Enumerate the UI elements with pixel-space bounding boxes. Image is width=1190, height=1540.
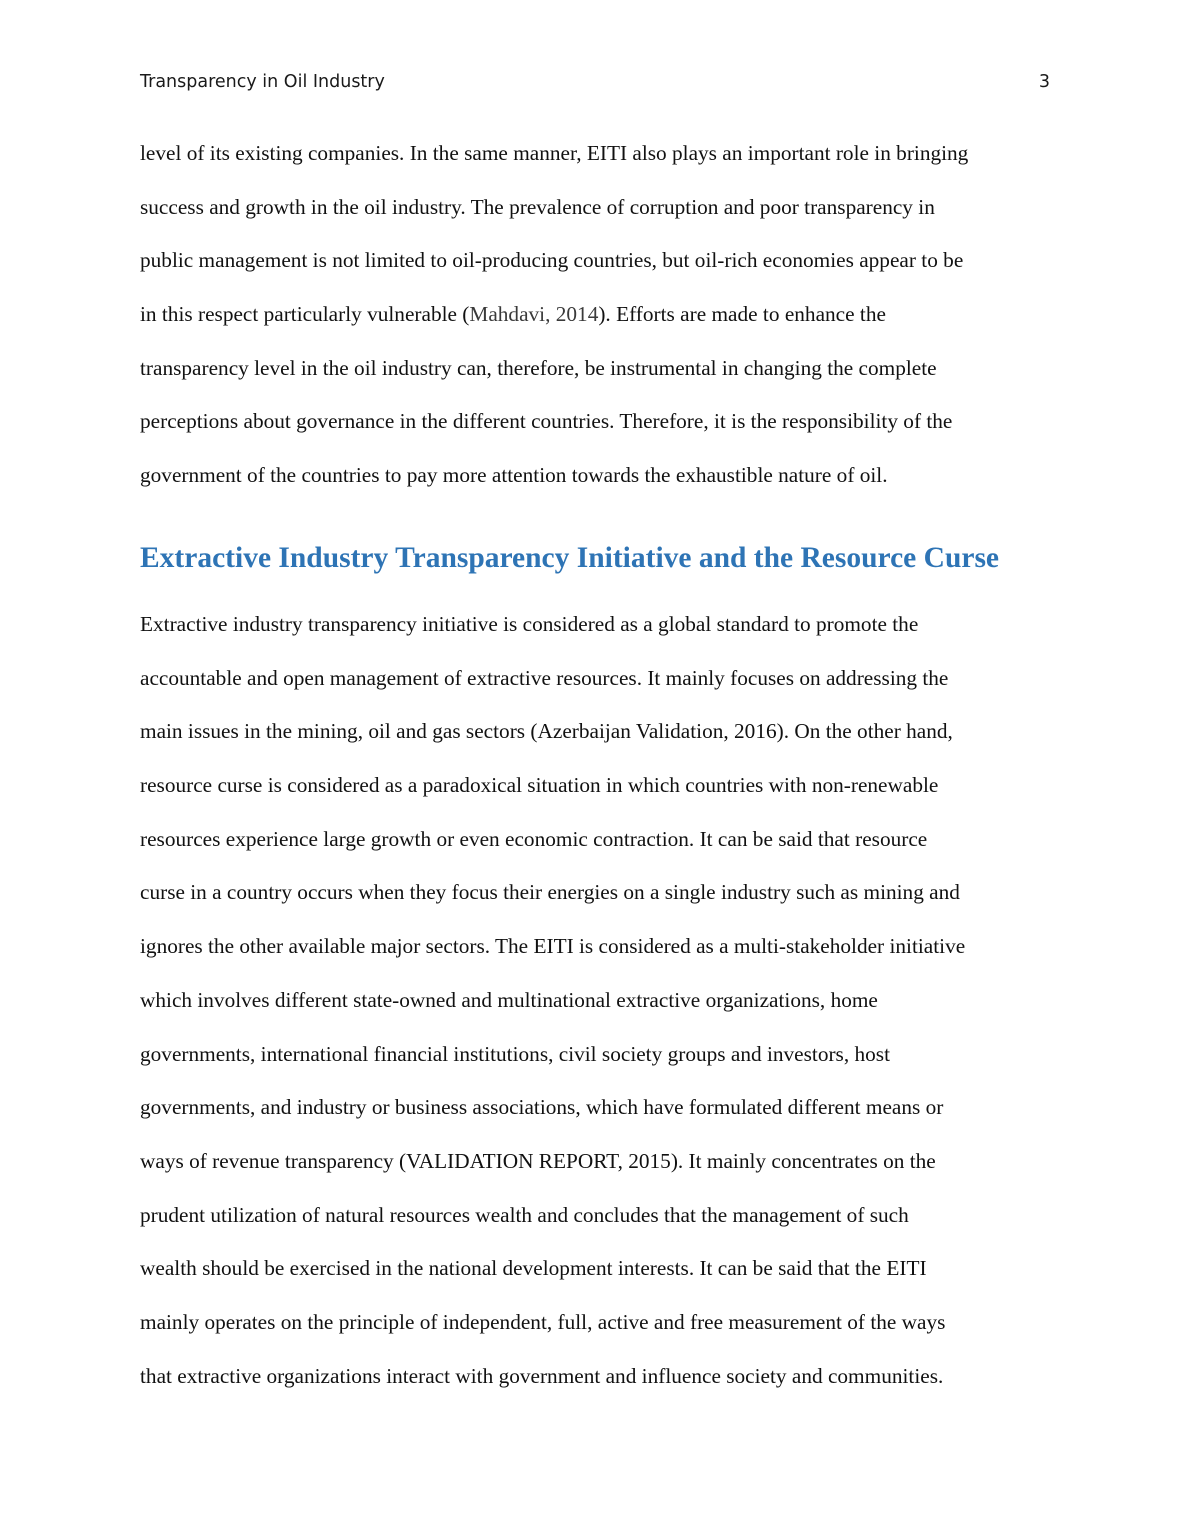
text-line: perceptions about governance in the different countries. Therefore, it is the responsibility of the [140, 409, 953, 434]
text-line: prudent utilization of natural resources wealth and concludes that the management of such [140, 1202, 909, 1227]
paragraph-continuation [140, 127, 1052, 503]
citation-mahdavi: Mahdavi, 2014 [469, 302, 599, 327]
page-number: 3 [1038, 72, 1050, 92]
text-line: public management is not limited to oil-producing countries, but oil-rich economies appear to be [140, 248, 964, 273]
text-line: governments, and industry or business associations, which have formulated different means or [140, 1095, 944, 1120]
page-header [140, 72, 1050, 96]
running-head-title: Transparency in Oil Industry [140, 72, 385, 92]
section-heading: Extractive Industry Transparency Initiative and the Resource Curse [140, 542, 1000, 574]
text-line: level of its existing companies. In the same manner, EITI also plays an important role in bringing [140, 141, 969, 165]
text-line: ways of revenue transparency (VALIDATION REPORT, 2015). It mainly concentrates on the [140, 1148, 936, 1173]
text-line: main issues in the mining, oil and gas sectors (Azerbaijan Validation, 2016). On the other hand, [140, 719, 953, 744]
text-line: transparency level in the oil industry can, therefore, be instrumental in changing the complete [140, 355, 937, 380]
text-line: that extractive organizations interact with government and influence society and communities. [140, 1363, 944, 1388]
text-line: resource curse is considered as a paradoxical situation in which countries with non-renewable [140, 773, 939, 798]
text-line: ignores the other available major sectors. The EITI is considered as a multi-stakeholder initiative [140, 934, 966, 959]
text-line: resources experience large growth or even economic contraction. It can be said that resource [140, 826, 928, 851]
text-line: wealth should be exercised in the national development interests. It can be said that the EITI [140, 1256, 927, 1281]
text-segment: in this respect particularly vulnerable ( [140, 302, 470, 327]
text-line: Extractive industry transparency initiative is considered as a global standard to promote the [140, 612, 919, 636]
text-line-with-citation [140, 288, 1052, 342]
text-line: curse in a country occurs when they focus their energies on a single industry such as mining and [140, 880, 960, 905]
text-line: government of the countries to pay more attention towards the exhaustible nature of oil. [140, 463, 888, 488]
text-line: accountable and open management of extractive resources. It mainly focuses on addressing the [140, 665, 949, 690]
text-line: governments, international financial institutions, civil society groups and investors, host [140, 1041, 890, 1066]
text-line: success and growth in the oil industry. The prevalence of corruption and poor transparency in [140, 194, 935, 219]
text-line: mainly operates on the principle of independent, full, active and free measurement of the ways [140, 1309, 946, 1334]
text-line: which involves different state-owned and multinational extractive organizations, home [140, 987, 878, 1012]
paragraph-eiti [140, 598, 1052, 1403]
text-segment: ). Efforts are made to enhance the [598, 302, 886, 327]
